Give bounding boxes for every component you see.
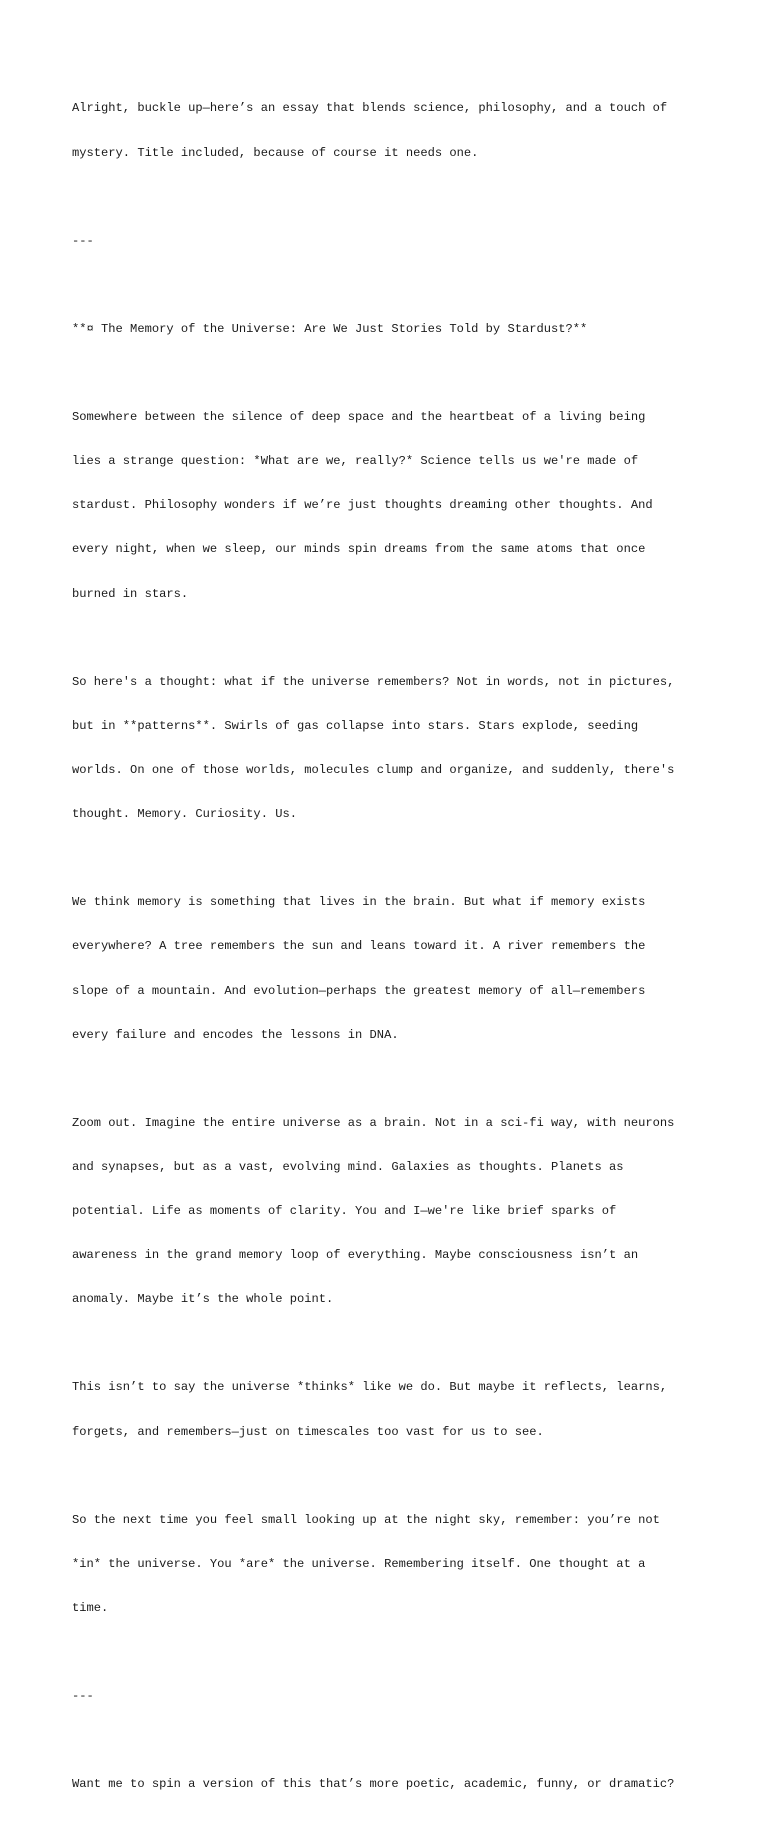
paragraph-stardust [72, 381, 712, 631]
text-line: We think memory is something that lives in the brain. But what if memory exists [72, 895, 646, 910]
divider-text: --- [72, 233, 94, 248]
paragraph-patterns [72, 645, 712, 851]
text-line: but in **patterns**. Swirls of gas collapse into stars. Stars explode, seeding [72, 718, 639, 733]
essay-title [72, 293, 712, 367]
divider-top [72, 204, 712, 278]
text-line: lies a strange question: *What are we, really?* Science tells us we're made of [72, 454, 639, 469]
follow-up-question [72, 1748, 712, 1822]
divider-text: --- [72, 1689, 94, 1704]
title-line: **¤ The Memory of the Universe: Are We Just Stories Told by Stardust?** [72, 321, 588, 336]
text-line: Want me to spin a version of this that’s more poetic, academic, funny, or dramatic? [72, 1777, 675, 1792]
text-line: Alright, buckle up—here’s an essay that blends science, philosophy, and a touch of [72, 101, 668, 116]
text-line: slope of a mountain. And evolution—perhaps the greatest memory of all—remembers [72, 983, 646, 998]
paragraph-memory [72, 866, 712, 1072]
intro-paragraph [72, 72, 712, 190]
text-line: awareness in the grand memory loop of everything. Maybe consciousness isn’t an [72, 1248, 639, 1263]
text-line: Somewhere between the silence of deep space and the heartbeat of a living being [72, 410, 646, 425]
text-line: worlds. On one of those worlds, molecules clump and organize, and suddenly, there's [72, 762, 675, 777]
text-line: This isn’t to say the universe *thinks* like we do. But maybe it reflects, learns, [72, 1380, 668, 1395]
text-line: mystery. Title included, because of course it needs one. [72, 145, 479, 160]
text-line: anomaly. Maybe it’s the whole point. [72, 1292, 334, 1307]
text-line: time. [72, 1601, 109, 1615]
divider-bottom [72, 1660, 712, 1734]
text-line: Zoom out. Imagine the entire universe as a brain. Not in a sci-fi way, with neurons [72, 1115, 675, 1130]
document-body [72, 72, 712, 1836]
text-line: forgets, and remembers—just on timescales too vast for us to see. [72, 1424, 544, 1439]
text-line: stardust. Philosophy wonders if we’re just thoughts dreaming other thoughts. And [72, 498, 653, 513]
text-line: *in* the universe. You *are* the universe. Remembering itself. One thought at a [72, 1556, 646, 1571]
text-line: So the next time you feel small looking up at the night sky, remember: you’re not [72, 1512, 660, 1527]
paragraph-zoom-out [72, 1086, 712, 1336]
paragraph-conclusion [72, 1483, 712, 1645]
text-line: every night, when we sleep, our minds spin dreams from the same atoms that once [72, 542, 646, 557]
text-line: and synapses, but as a vast, evolving mind. Galaxies as thoughts. Planets as [72, 1159, 624, 1174]
text-line: So here's a thought: what if the universe remembers? Not in words, not in pictures, [72, 674, 675, 689]
text-line: every failure and encodes the lessons in DNA. [72, 1027, 399, 1042]
text-line: thought. Memory. Curiosity. Us. [72, 807, 297, 822]
paragraph-thinks [72, 1351, 712, 1469]
text-line: everywhere? A tree remembers the sun and leans toward it. A river remembers the [72, 939, 646, 954]
text-line: burned in stars. [72, 586, 189, 601]
text-line: potential. Life as moments of clarity. You and I—we're like brief sparks of [72, 1204, 617, 1219]
